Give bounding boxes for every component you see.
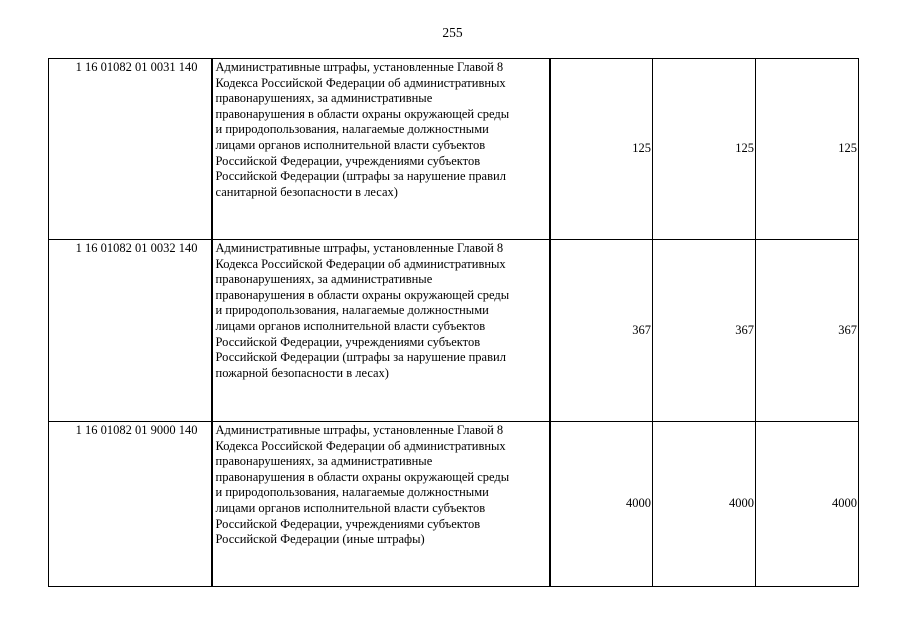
description-line: Кодекса Российской Федерации об административных [215, 75, 506, 90]
description-line: Российской Федерации, учреждениями субъектов [215, 516, 481, 531]
table-row [49, 240, 859, 422]
description-line: Российской Федерации, учреждениями субъектов [215, 334, 481, 349]
description-line: правонарушения в области охраны окружающей среды [215, 287, 510, 302]
description-line: пожарной безопасности в лесах) [215, 365, 389, 380]
amount-cell: 4000 [653, 422, 756, 587]
description-line: правонарушениях, за административные [215, 91, 433, 106]
amount-cell: 125 [550, 59, 653, 240]
amount-cell: 125 [653, 59, 756, 240]
budget-table [48, 58, 859, 587]
amount-cell: 367 [550, 240, 653, 422]
description-line: Административные штрафы, установленные Главой 8 [215, 60, 504, 74]
description-cell [212, 422, 550, 587]
description-cell [212, 240, 550, 422]
description-line: и природопользования, налагаемые должностными [215, 122, 489, 137]
table-row [49, 422, 859, 587]
table-row [49, 59, 859, 240]
description-line: правонарушения в области охраны окружающей среды [215, 469, 510, 484]
description-line: санитарной безопасности в лесах) [215, 184, 398, 199]
description-line: и природопользования, налагаемые должностными [215, 485, 489, 500]
budget-code-cell: 1 16 01082 01 9000 140 [49, 422, 212, 587]
description-line: Кодекса Российской Федерации об административных [215, 438, 506, 453]
description-line: Кодекса Российской Федерации об административных [215, 256, 506, 271]
description-line: Российской Федерации (штрафы за нарушение правил [215, 169, 506, 184]
description-line: и природопользования, налагаемые должностными [215, 303, 489, 318]
description-line: лицами органов исполнительной власти субъектов [215, 500, 486, 515]
amount-cell: 4000 [756, 422, 859, 587]
description-line: Российской Федерации (штрафы за нарушение правил [215, 350, 506, 365]
description-line: правонарушениях, за административные [215, 454, 433, 469]
amount-cell: 4000 [550, 422, 653, 587]
description-line: Административные штрафы, установленные Главой 8 [215, 241, 504, 255]
description-line: Российской Федерации, учреждениями субъектов [215, 153, 481, 168]
description-line: лицами органов исполнительной власти субъектов [215, 137, 486, 152]
amount-cell: 367 [653, 240, 756, 422]
description-cell [212, 59, 550, 240]
description-line: Административные штрафы, установленные Главой 8 [215, 423, 504, 437]
description-line: правонарушения в области охраны окружающей среды [215, 106, 510, 121]
description-line: Российской Федерации (иные штрафы) [215, 532, 425, 547]
description-line: лицами органов исполнительной власти субъектов [215, 318, 486, 333]
page-number: 255 [442, 25, 463, 40]
description-line: правонарушениях, за административные [215, 272, 433, 287]
amount-cell: 125 [756, 59, 859, 240]
budget-code-cell: 1 16 01082 01 0032 140 [49, 240, 212, 422]
amount-cell: 367 [756, 240, 859, 422]
budget-code-cell: 1 16 01082 01 0031 140 [49, 59, 212, 240]
